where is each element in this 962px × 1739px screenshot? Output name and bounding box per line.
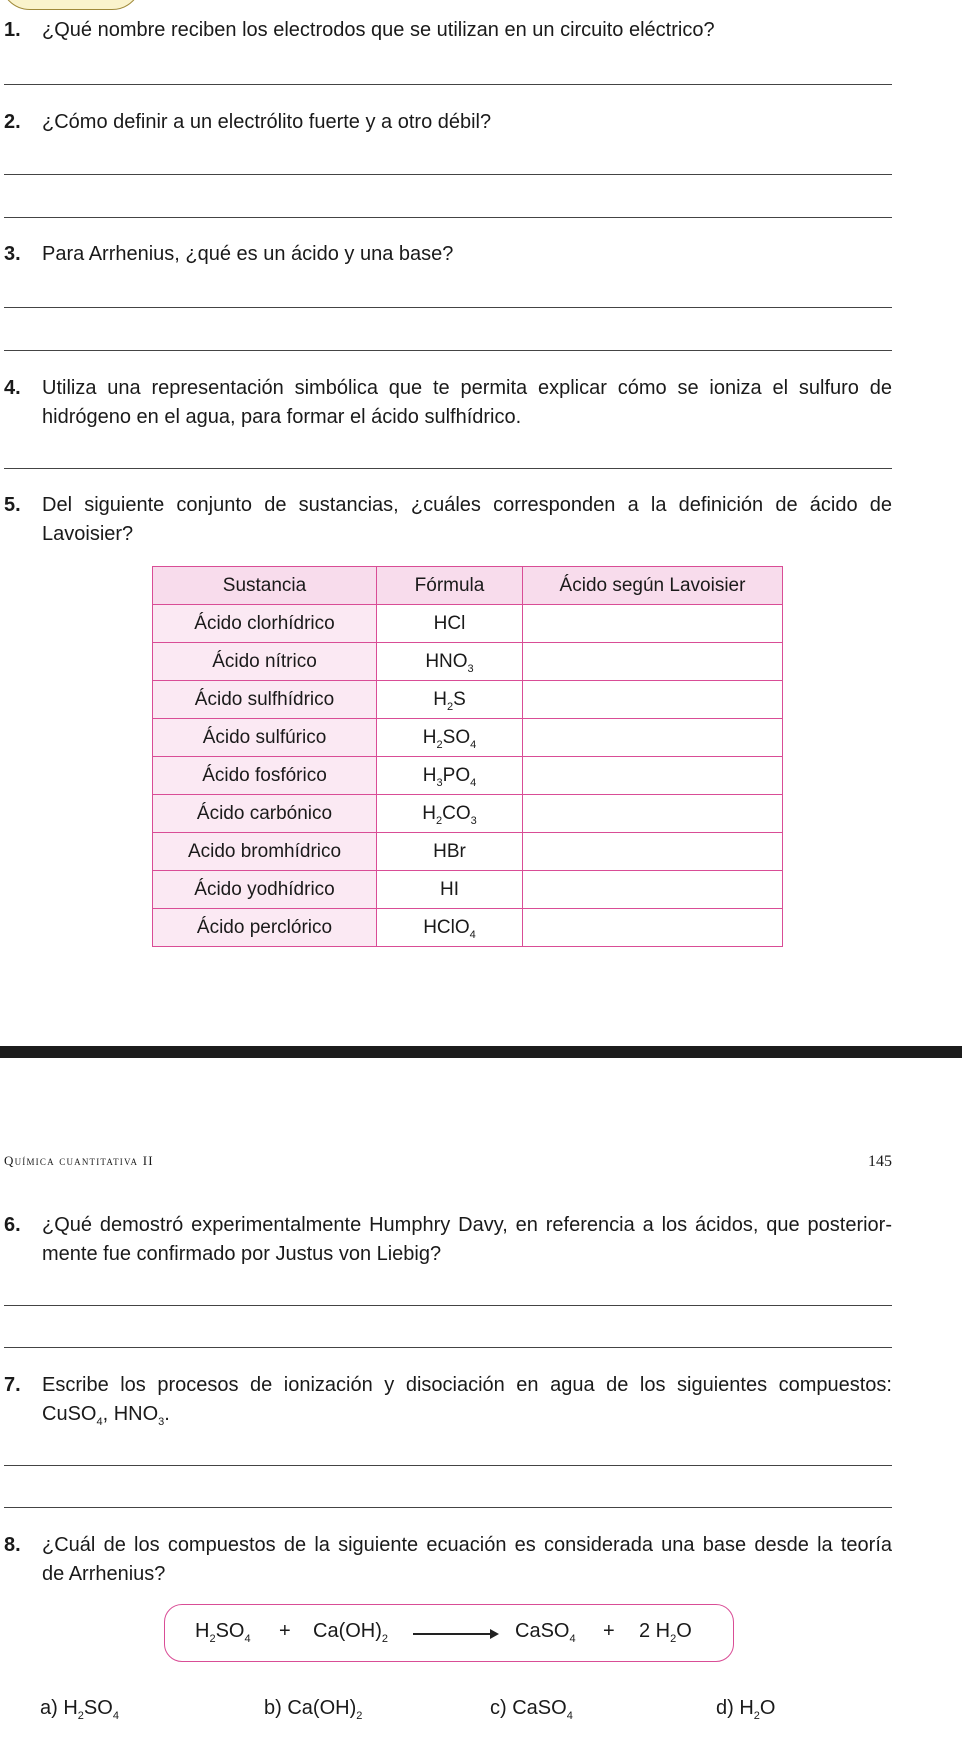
answer-line[interactable]	[4, 468, 892, 469]
answer-line[interactable]	[4, 307, 892, 308]
top-tab-decoration	[0, 0, 142, 10]
substance-cell: Ácido clorhídrico	[153, 605, 377, 643]
substance-cell: Acido bromhídrico	[153, 833, 377, 871]
question-text-line2: Lavoisier?	[42, 523, 134, 545]
formula-cell: $HNO_3$	[377, 643, 523, 681]
answer-cell[interactable]	[523, 833, 783, 871]
page-break-band	[0, 1046, 962, 1058]
table-row	[153, 909, 783, 947]
formula-cell: HCl	[377, 605, 523, 643]
question-number: 8.	[4, 1534, 21, 1556]
option-a[interactable]: a) $H_2SO_4$	[40, 1697, 119, 1722]
table-header-row	[153, 567, 783, 605]
table-row	[153, 719, 783, 757]
answer-cell[interactable]	[523, 909, 783, 947]
header-sustancia: Sustancia	[153, 567, 377, 605]
question-number: 3.	[4, 243, 21, 265]
table-row	[153, 643, 783, 681]
option-label: a)	[40, 1697, 58, 1719]
chemical-equation-box	[164, 1604, 734, 1662]
plus-sign: +	[279, 1620, 291, 1642]
question-number: 5.	[4, 494, 21, 516]
question-text: Para Arrhenius, ¿qué es un ácido y una base?	[42, 243, 454, 265]
question-number: 1.	[4, 19, 21, 41]
option-d[interactable]: d) $H_2O$	[716, 1697, 776, 1722]
table-row	[153, 871, 783, 909]
question-4	[4, 374, 892, 432]
answer-cell[interactable]	[523, 795, 783, 833]
question-text-line2: hidrógeno en el agua, para formar el ácido sulfhídrico.	[42, 406, 522, 428]
answer-cell[interactable]	[523, 681, 783, 719]
question-text-line1: Utiliza una representación simbólica que te permita explicar cómo se ioniza el sulfuro de	[42, 377, 892, 399]
running-footer-subject: Química cuantitativa II	[4, 1153, 154, 1168]
lavoisier-table	[152, 566, 783, 947]
question-text: ¿Qué nombre reciben los electrodos que se utilizan en un circuito eléctrico?	[42, 19, 715, 41]
answer-cell[interactable]	[523, 719, 783, 757]
reaction-arrow-icon	[413, 1633, 497, 1635]
formula-cell: HI	[377, 871, 523, 909]
answer-cell[interactable]	[523, 605, 783, 643]
question-number: 7.	[4, 1374, 21, 1396]
answer-cell[interactable]	[523, 757, 783, 795]
option-label: c)	[490, 1697, 507, 1719]
option-b[interactable]: b) $Ca(OH)_2$	[264, 1697, 363, 1722]
page-number: 145	[868, 1153, 892, 1170]
answer-line[interactable]	[4, 1465, 892, 1466]
formula-cell: $H_2CO_3$	[377, 795, 523, 833]
question-8	[4, 1531, 892, 1589]
answer-line[interactable]	[4, 84, 892, 85]
table-row	[153, 681, 783, 719]
table-row	[153, 795, 783, 833]
reactant-h2so4: $H_2SO_4$	[195, 1620, 251, 1645]
formula-cell: $H_2SO_4$	[377, 719, 523, 757]
answer-line[interactable]	[4, 1507, 892, 1508]
question-text-line2: mente fue confirmado por Justus von Liebig?	[42, 1243, 442, 1265]
product-caso4: CaSO$_4$	[515, 1620, 576, 1645]
answer-line[interactable]	[4, 350, 892, 351]
answer-line[interactable]	[4, 174, 892, 175]
question-number: 2.	[4, 111, 21, 133]
question-text-line2: CuSO$_4$, $HNO_3$.	[42, 1403, 170, 1428]
question-2	[4, 108, 892, 137]
formula-cell: HBr	[377, 833, 523, 871]
formula-cell: HClO$_4$	[377, 909, 523, 947]
question-text-line2: de Arrhenius?	[42, 1563, 166, 1585]
answer-line[interactable]	[4, 217, 892, 218]
substance-cell: Ácido yodhídrico	[153, 871, 377, 909]
table-row	[153, 757, 783, 795]
plus-sign: +	[603, 1620, 615, 1642]
question-number: 4.	[4, 377, 21, 399]
formula-cell: $H_3PO_4$	[377, 757, 523, 795]
option-label: b)	[264, 1697, 282, 1719]
answer-line[interactable]	[4, 1347, 892, 1348]
table-row	[153, 833, 783, 871]
substance-cell: Ácido carbónico	[153, 795, 377, 833]
answer-cell[interactable]	[523, 871, 783, 909]
product-h2o: 2 $H_2O$	[639, 1620, 692, 1645]
answer-cell[interactable]	[523, 643, 783, 681]
substance-cell: Ácido fosfórico	[153, 757, 377, 795]
substance-cell: Ácido sulfúrico	[153, 719, 377, 757]
question-text-line1: Escribe los procesos de ionización y disociación en agua de los siguientes compuestos:	[42, 1374, 892, 1396]
option-c[interactable]: c) CaSO$_4$	[490, 1697, 573, 1722]
header-acido-lavoisier: Ácido según Lavoisier	[523, 567, 783, 605]
question-3	[4, 240, 892, 269]
question-6	[4, 1211, 892, 1269]
question-1	[4, 16, 892, 45]
header-formula: Fórmula	[377, 567, 523, 605]
substance-cell: Ácido perclórico	[153, 909, 377, 947]
substance-cell: Ácido sulfhídrico	[153, 681, 377, 719]
formula-cell: $H_2S$	[377, 681, 523, 719]
table-row	[153, 605, 783, 643]
question-text-line1: ¿Qué demostró experimentalmente Humphry Davy, en referencia a los ácidos, que posterior-	[42, 1214, 892, 1236]
question-text: ¿Cómo definir a un electrólito fuerte y a otro débil?	[42, 111, 492, 133]
question-5	[4, 491, 892, 549]
question-text-line1: ¿Cuál de los compuestos de la siguiente ecuación es considerada una base desde la teoría	[42, 1534, 892, 1556]
substance-cell: Ácido nítrico	[153, 643, 377, 681]
answer-line[interactable]	[4, 1305, 892, 1306]
option-label: d)	[716, 1697, 734, 1719]
question-number: 6.	[4, 1214, 21, 1236]
question-text-line1: Del siguiente conjunto de sustancias, ¿cuáles corresponden a la definición de ácido de	[42, 494, 892, 516]
reactant-caoh2: $Ca(OH)_2$	[313, 1620, 389, 1645]
question-7	[4, 1371, 892, 1429]
